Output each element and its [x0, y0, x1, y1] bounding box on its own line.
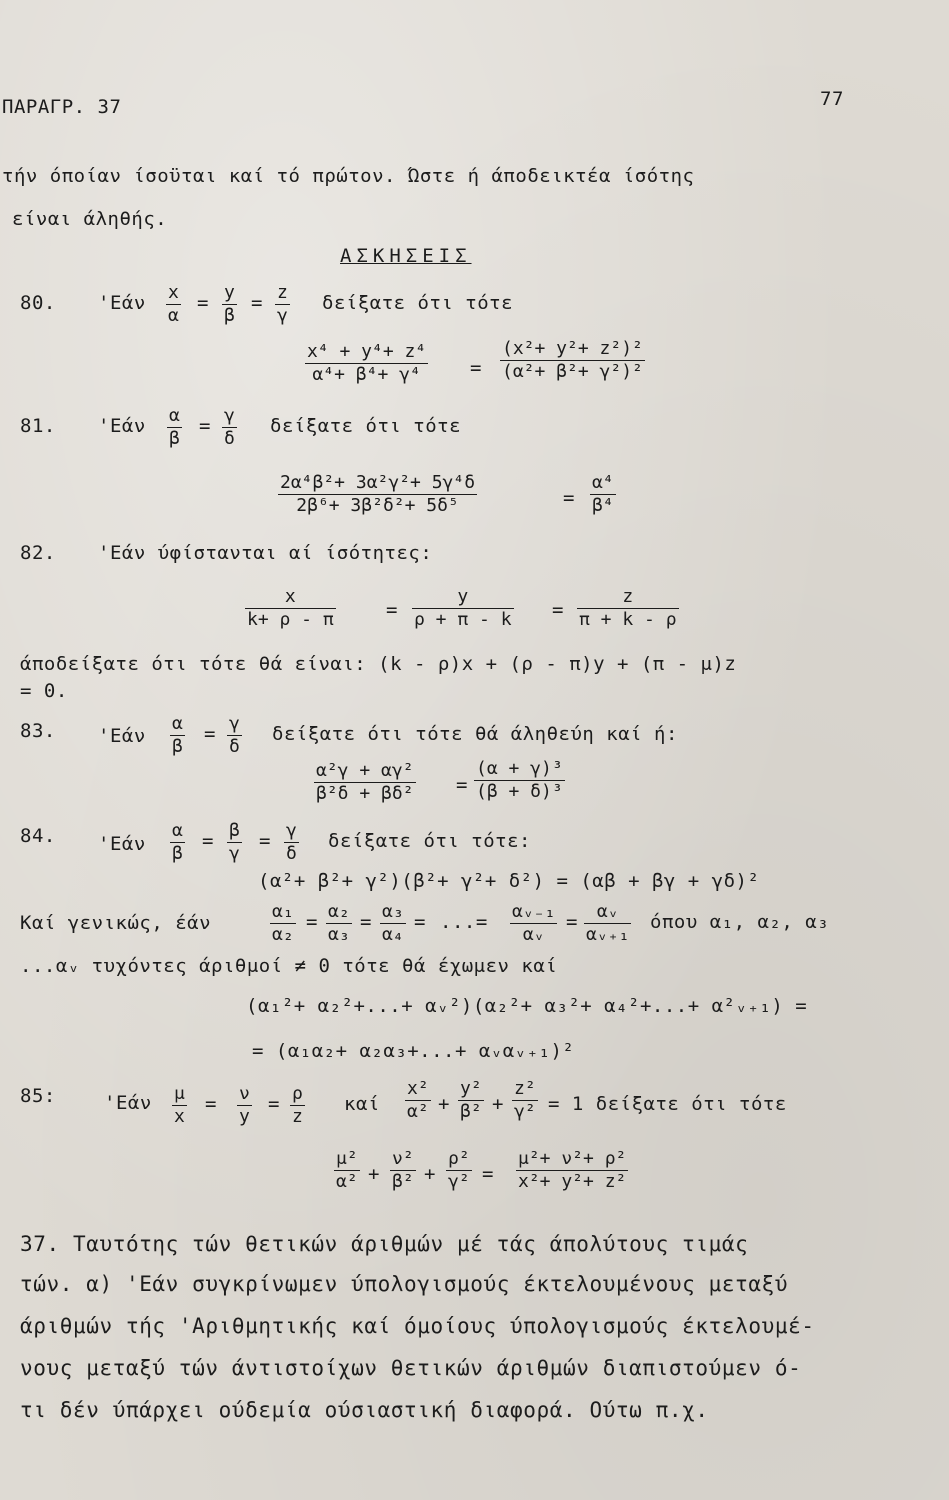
ex82-frac-2 — [412, 588, 514, 629]
numerator: 2α⁴β²+ 3α²γ²+ 5γ⁴δ — [280, 472, 476, 493]
ex84-where: όπου α₁, α₂, α₃ — [650, 911, 830, 933]
denominator: α⁴+ β⁴+ γ⁴ — [312, 364, 421, 385]
ex84-frac-2 — [227, 822, 242, 863]
ex81-rhs — [590, 474, 616, 515]
ex81-frac-2 — [222, 407, 237, 448]
numerator: α₁ — [272, 901, 294, 922]
ex85-if: 'Εάν — [104, 1092, 152, 1114]
section37-line-5: τι δέν ύπάρχει ούδεμία ούσιαστική διαφορά. Ούτω π.χ. — [20, 1398, 709, 1422]
ex82-frac-3 — [577, 588, 679, 629]
denominator: γ² — [448, 1171, 470, 1192]
ex85-eq1: = 1 δείξατε ότι τότε — [548, 1093, 787, 1115]
numerator: (α + γ)³ — [476, 758, 563, 779]
numerator: (x²+ y²+ z²)² — [502, 338, 643, 359]
ex85-sum-frac-1 — [405, 1080, 431, 1121]
numerator: μ² — [336, 1148, 358, 1169]
ex85-number: 85: — [20, 1085, 56, 1107]
numerator: αᵥ₋₁ — [512, 901, 556, 922]
ex81-frac-1 — [167, 407, 182, 448]
denominator: z — [292, 1106, 303, 1127]
ex84-line-d: = (α₁α₂+ α₂α₃+...+ αᵥαᵥ₊₁)² — [252, 1040, 575, 1062]
ex84-gen-frac-1 — [270, 903, 296, 944]
numerator: z — [277, 282, 288, 303]
denominator: (α²+ β²+ γ²)² — [502, 361, 643, 382]
ex80-number: 80. — [20, 292, 56, 314]
ex83-lhs — [314, 762, 416, 803]
ex81-if: 'Εάν — [98, 415, 146, 437]
denominator: 2β⁶+ 3β²δ²+ 5δ⁵ — [296, 495, 459, 516]
numerator: β — [229, 820, 240, 841]
numerator: γ — [224, 405, 235, 426]
ex84-gen-frac-4 — [510, 903, 557, 944]
denominator: β⁴ — [592, 495, 614, 516]
denominator: π + k - ρ — [579, 609, 677, 630]
denominator: k+ ρ - π — [247, 609, 334, 630]
numerator: y² — [460, 1078, 482, 1099]
ex80-if: 'Εάν — [98, 292, 146, 314]
numerator: α — [169, 405, 180, 426]
section37-line-2: τών. α) 'Εάν συγκρίνωμεν ύπολογισμούς έκτελουμένους μεταξύ — [20, 1272, 789, 1296]
denominator: (β + δ)³ — [476, 781, 563, 802]
ex84-dots: ...= — [440, 911, 488, 933]
ex81-text: δείξατε ότι τότε — [270, 415, 462, 437]
ex85-and: καί — [344, 1093, 380, 1115]
ex84-identity: (α²+ β²+ γ²)(β²+ γ²+ δ²) = (αβ + βγ + γδ)² — [258, 870, 760, 892]
ex82-line-3: = 0. — [20, 680, 68, 702]
section37-line-3: άριθμών τής 'Αριθμητικής καί όμοίους ύπολογισμούς έκτελουμέ- — [20, 1314, 815, 1338]
ex82-number: 82. — [20, 542, 56, 564]
ex82-line-2: άποδείξατε ότι τότε θά είναι: (k - ρ)x + (ρ - π)y + (π - μ)z — [20, 653, 737, 675]
numerator: x — [168, 282, 179, 303]
numerator: y — [457, 586, 469, 607]
denominator: β — [172, 843, 183, 864]
denominator: α² — [336, 1171, 358, 1192]
ex84-frac-3 — [284, 822, 299, 863]
numerator: γ — [229, 713, 240, 734]
intro-line-1: τήν όποίαν ίσοϋται καί τό πρώτον. Ώστε ή άποδεικτέα ίσότης — [2, 165, 695, 187]
ex83-frac-1 — [170, 715, 185, 756]
numerator: ρ — [292, 1083, 303, 1104]
ex83-if: 'Εάν — [98, 725, 146, 747]
book-page: ΠΑΡΑΓΡ. 37 77 τήν όποίαν ίσοϋται καί τό πρώτον. Ώστε ή άποδεικτέα ίσότης είναι άληθής. ΑΣΚΗΣΕΙΣ 80. 'Εάν x α = y β = z γ δείξατε ότι τότε x⁴ + y⁴+ z⁴ α⁴+ β⁴+ γ⁴ = (x²+ y²+ z²)² (α²+ β²+ γ²)² 81. 'Εάν α β = γ δ δείξατε ότι τότε 2α⁴β²+ 3α²γ²+ 5γ⁴δ 2β⁶+ 3β²δ²+ 5δ⁵ = α⁴ β⁴ 82. 'Εάν ύφίστανται αί ίσότητες: x k+ ρ - π = y ρ + π - k = z π + k - ρ άποδείξατε ότι τότε θά είναι: (k - ρ)x + (ρ - π)y + (π - μ)z = 0. 83. 'Εάν α β = γ δ δείξατε ότι τότε θά άληθεύη καί ή: α²γ + αγ² β²δ + βδ² = (α + γ)³ (β + δ)³ 84. 'Εάν α β = β γ = γ δ δείξατε ότι τότε: (α²+ β²+ γ²)(β²+ γ²+ δ²) = (αβ + βγ + γδ)² Καί γενικώς, έάν α₁ α₂ = α₂ α₃ = α₃ α₄ = ...= αᵥ₋₁ αᵥ = αᵥ αᵥ₊₁ όπου α₁, α₂, α₃ ...αᵥ τυχόντες άριθμοί ≠ 0 τότε θά έχωμεν καί (α₁²+ α₂²+...+ αᵥ²)(α₂²+ α₃²+ α₄²+...+ α²ᵥ₊₁) = = (α₁α₂+ α₂α₃+...+ αᵥαᵥ₊₁)² 85: 'Εάν μ x = ν y = ρ z καί x² α² + y² β² + z² γ² = 1 δείξατε ότι τότε μ² α² + ν² β² + ρ² γ² = μ²+ ν²+ ρ² x²+ y²+ z² 37. Ταυτότης τών θετικών άριθμών μέ τάς άπολύτους τιμάς τών. α) 'Εάν συγκρίνωμεν ύπολογισμούς έκτελουμένους μεταξύ άριθμών τής 'Αριθμητικής καί όμοίους ύπολογισμούς έκτελουμέ- νους μεταξύ τών άντιστοίχων θετικών άριθμών διαπιστούμεν ό- τι δέν ύπάρχει ούδεμία ούσιαστική διαφορά. Ούτω π.χ. — [0, 0, 949, 1500]
denominator: γ — [277, 305, 288, 326]
section37-title: 37. Ταυτότης τών θετικών άριθμών μέ τάς άπολύτους τιμάς — [20, 1232, 749, 1256]
denominator: αᵥ₊₁ — [586, 924, 630, 945]
intro-line-2: είναι άληθής. — [12, 208, 168, 230]
ex81-number: 81. — [20, 415, 56, 437]
ex85-frac-2 — [237, 1085, 252, 1126]
ex80-frac-3 — [275, 284, 290, 325]
denominator: γ² — [514, 1101, 536, 1122]
ex85-frac-3 — [290, 1085, 305, 1126]
ex85-res-rhs — [516, 1150, 628, 1191]
numerator: z² — [514, 1078, 536, 1099]
numerator: α — [172, 820, 183, 841]
numerator: y — [224, 282, 235, 303]
numerator: x⁴ + y⁴+ z⁴ — [307, 341, 427, 362]
denominator: γ — [229, 843, 240, 864]
denominator: β — [172, 736, 183, 757]
ex83-frac-2 — [227, 715, 242, 756]
denominator: β² — [460, 1101, 482, 1122]
ex81-lhs — [278, 474, 477, 515]
ex82-text: 'Εάν ύφίστανται αί ίσότητες: — [98, 542, 433, 564]
numerator: α²γ + αγ² — [316, 760, 414, 781]
ex80-frac-1 — [166, 284, 181, 325]
ex84-gen-frac-3 — [380, 903, 406, 944]
ex84-gen-frac-2 — [326, 903, 352, 944]
ex83-text: δείξατε ότι τότε θά άληθεύη καί ή: — [272, 723, 678, 745]
denominator: α — [168, 305, 179, 326]
numerator: αᵥ — [596, 901, 619, 922]
numerator: x — [284, 586, 296, 607]
ex84-text: δείξατε ότι τότε: — [328, 830, 531, 852]
ex80-text: δείξατε ότι τότε — [322, 292, 514, 314]
section37-line-4: νους μεταξύ τών άντιστοίχων θετικών άριθμών διαπιστούμεν ό- — [20, 1356, 802, 1380]
denominator: β² — [392, 1171, 414, 1192]
denominator: β — [224, 305, 235, 326]
numerator: x² — [407, 1078, 429, 1099]
denominator: α₃ — [328, 924, 350, 945]
numerator: α₂ — [328, 901, 350, 922]
denominator: y — [239, 1106, 250, 1127]
numerator: z — [622, 586, 634, 607]
ex85-res-frac-3 — [446, 1150, 472, 1191]
numerator: ρ² — [448, 1148, 470, 1169]
page-number: 77 — [820, 88, 844, 110]
ex85-frac-1 — [172, 1085, 187, 1126]
ex84-line-b: ...αᵥ τυχόντες άριθμοί ≠ 0 τότε θά έχωμεν καί — [20, 955, 558, 977]
ex82-frac-1 — [245, 588, 336, 629]
denominator: ρ + π - k — [414, 609, 512, 630]
ex84-frac-1 — [170, 822, 185, 863]
ex84-line-c: (α₁²+ α₂²+...+ αᵥ²)(α₂²+ α₃²+ α₄²+...+ α²ᵥ₊₁) = — [246, 995, 808, 1017]
denominator: α₂ — [272, 924, 294, 945]
numerator: γ — [286, 820, 297, 841]
ex84-general-lead: Καί γενικώς, έάν — [20, 912, 212, 934]
ex85-sum-frac-2 — [458, 1080, 484, 1121]
ex85-sum-frac-3 — [512, 1080, 538, 1121]
numerator: α₃ — [382, 901, 404, 922]
denominator: β²δ + βδ² — [316, 783, 414, 804]
denominator: δ — [229, 736, 240, 757]
ex83-number: 83. — [20, 720, 56, 742]
denominator: β — [169, 428, 180, 449]
ex80-lhs — [305, 343, 428, 384]
ex84-gen-frac-5 — [584, 903, 631, 944]
ex85-res-frac-2 — [390, 1150, 416, 1191]
numerator: μ — [174, 1083, 185, 1104]
section-header: ΠΑΡΑΓΡ. 37 — [2, 96, 122, 118]
numerator: α — [172, 713, 183, 734]
ex84-if: 'Εάν — [98, 833, 146, 855]
ex83-rhs — [474, 760, 565, 801]
denominator: δ — [224, 428, 235, 449]
ex80-frac-2 — [222, 284, 237, 325]
numerator: α⁴ — [592, 472, 614, 493]
ex84-number: 84. — [20, 825, 56, 847]
ex85-res-frac-1 — [334, 1150, 360, 1191]
denominator: α₄ — [382, 924, 404, 945]
denominator: α² — [407, 1101, 429, 1122]
denominator: x²+ y²+ z² — [518, 1171, 627, 1192]
exercises-heading: ΑΣΚΗΣΕΙΣ — [340, 245, 472, 267]
denominator: δ — [286, 843, 297, 864]
numerator: ν — [239, 1083, 250, 1104]
ex80-rhs — [500, 340, 645, 381]
numerator: μ²+ ν²+ ρ² — [518, 1148, 627, 1169]
denominator: x — [174, 1106, 185, 1127]
numerator: ν² — [392, 1148, 414, 1169]
denominator: αᵥ — [522, 924, 545, 945]
